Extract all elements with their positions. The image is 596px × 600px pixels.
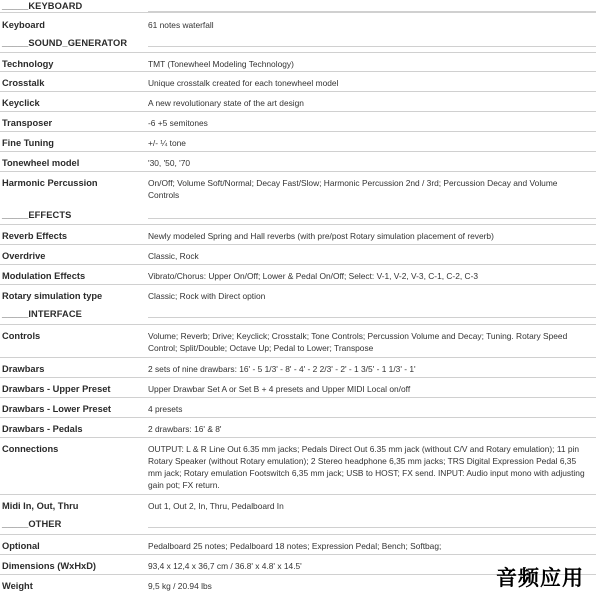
spec-value: Volume; Reverb; Drive; Keyclick; Crosstalk; Tone Controls; Percussion Volume and Decay; Tuning. Rotary Speed Control; Split/Double; Octave Up; Pedal to Lower; Transpose [148,331,568,353]
watermark-text: 音频应用 [496,566,584,590]
section-row [0,304,596,324]
spec-row [0,534,596,554]
spec-value: Classic; Rock with Direct option [148,291,266,301]
section-label: _____OTHER [2,519,62,529]
spec-value: Newly modeled Spring and Hall reverbs (with pre/post Rotary simulation placement of reverb) [148,231,494,241]
spec-label: Controls [2,331,41,341]
spec-label: Modulation Effects [2,271,86,281]
spec-label: Dimensions (WxHxD) [2,561,97,571]
spec-label: Weight [2,581,33,591]
section-value [148,209,596,219]
spec-value: 4 presets [148,404,183,414]
section-row [0,514,596,534]
spec-value: +/- ¼ tone [148,138,186,148]
spec-row [0,417,596,437]
spec-value: 61 notes waterfall [148,20,214,30]
section-value [148,308,596,318]
spec-label: Drawbars - Upper Preset [2,384,111,394]
spec-value: '30, '50, '70 [148,158,191,168]
spec-label: Rotary simulation type [2,291,103,301]
spec-row [0,244,596,264]
spec-row [0,357,596,377]
spec-label: Tonewheel model [2,158,80,168]
spec-label: Transposer [2,118,53,128]
spec-row [0,284,596,304]
spec-value: 2 sets of nine drawbars: 16' - 5 1/3' - 8' - 4' - 2 2/3' - 2' - 1 3/5' - 1 1/3' - 1' [148,364,416,374]
spec-label: Keyclick [2,98,40,108]
spec-label: Harmonic Percussion [2,178,98,188]
section-label: _____SOUND_GENERATOR [2,38,128,48]
spec-label: Crosstalk [2,78,45,88]
spec-label: Fine Tuning [2,138,54,148]
spec-value: 9,5 kg / 20.94 lbs [148,581,212,591]
section-row [0,0,596,12]
spec-label: Drawbars - Lower Preset [2,404,112,414]
spec-row [0,224,596,244]
spec-row [0,71,596,91]
spec-value: On/Off; Volume Soft/Normal; Decay Fast/Slow; Harmonic Percussion 2nd / 3rd; Percussion Decay and Volume Controls [148,178,558,200]
spec-label: Technology [2,59,54,69]
section-value [148,518,596,528]
spec-value: Unique crosstalk created for each tonewheel model [148,78,339,88]
spec-row [0,171,596,204]
spec-value: Upper Drawbar Set A or Set B + 4 presets and Upper MIDI Local on/off [148,384,411,394]
spec-label: Overdrive [2,251,46,261]
spec-value: -6 +5 semitones [148,118,208,128]
spec-value: TMT (Tonewheel Modeling Technology) [148,59,294,69]
spec-row [0,437,596,494]
spec-label: Drawbars [2,364,45,374]
spec-value: Out 1, Out 2, In, Thru, Pedalboard In [148,501,284,511]
spec-value: OUTPUT: L & R Line Out 6.35 mm jacks; Pedals Direct Out 6.35 mm jack (without C/V and Rotary emulation); 11 pin Rotary Speaker (without Rotary emulation); 2 Stereo headphone 6,35 mm jacks; TRS Digital Expression Pedal 6,35 mm jack; Rotary emulation Footswitch 6,35 mm jack; USB to HOST; FX send. INPUT: Audio input mono with adjusting gain pot; FX return. [148,444,585,490]
section-row [0,32,596,52]
spec-row [0,91,596,111]
section-label: _____KEYBOARD [2,1,83,11]
section-label: _____EFFECTS [2,210,72,220]
spec-value: A new revolutionary state of the art design [148,98,304,108]
spec-row [0,111,596,131]
spec-value: 2 drawbars: 16' & 8' [148,424,222,434]
spec-label: Keyboard [2,20,45,30]
section-label: _____INTERFACE [2,309,82,319]
spec-value: Classic, Rock [148,251,199,261]
spec-value: Pedalboard 25 notes; Pedalboard 18 notes; Expression Pedal; Bench; Softbag; [148,541,442,551]
spec-row [0,12,596,32]
spec-row [0,324,596,357]
section-row [0,204,596,224]
spec-row [0,131,596,151]
spec-label: Reverb Effects [2,231,68,241]
spec-value: Vibrato/Chorus: Upper On/Off; Lower & Pedal On/Off; Select: V-1, V-2, V-3, C-1, C-2, C-3 [148,271,479,281]
section-value [148,37,596,47]
spec-label: Midi In, Out, Thru [2,501,79,511]
spec-row [0,151,596,171]
spec-label: Optional [2,541,40,551]
spec-value: 93,4 x 12,4 x 36,7 cm / 36.8' x 4.8' x 14.5' [148,561,302,571]
spec-row [0,494,596,514]
spec-label: Drawbars - Pedals [2,424,83,434]
spec-row [0,52,596,71]
section-value [148,0,596,12]
spec-label: Connections [2,444,59,454]
spec-row [0,397,596,417]
spec-row [0,264,596,284]
spec-row [0,377,596,397]
